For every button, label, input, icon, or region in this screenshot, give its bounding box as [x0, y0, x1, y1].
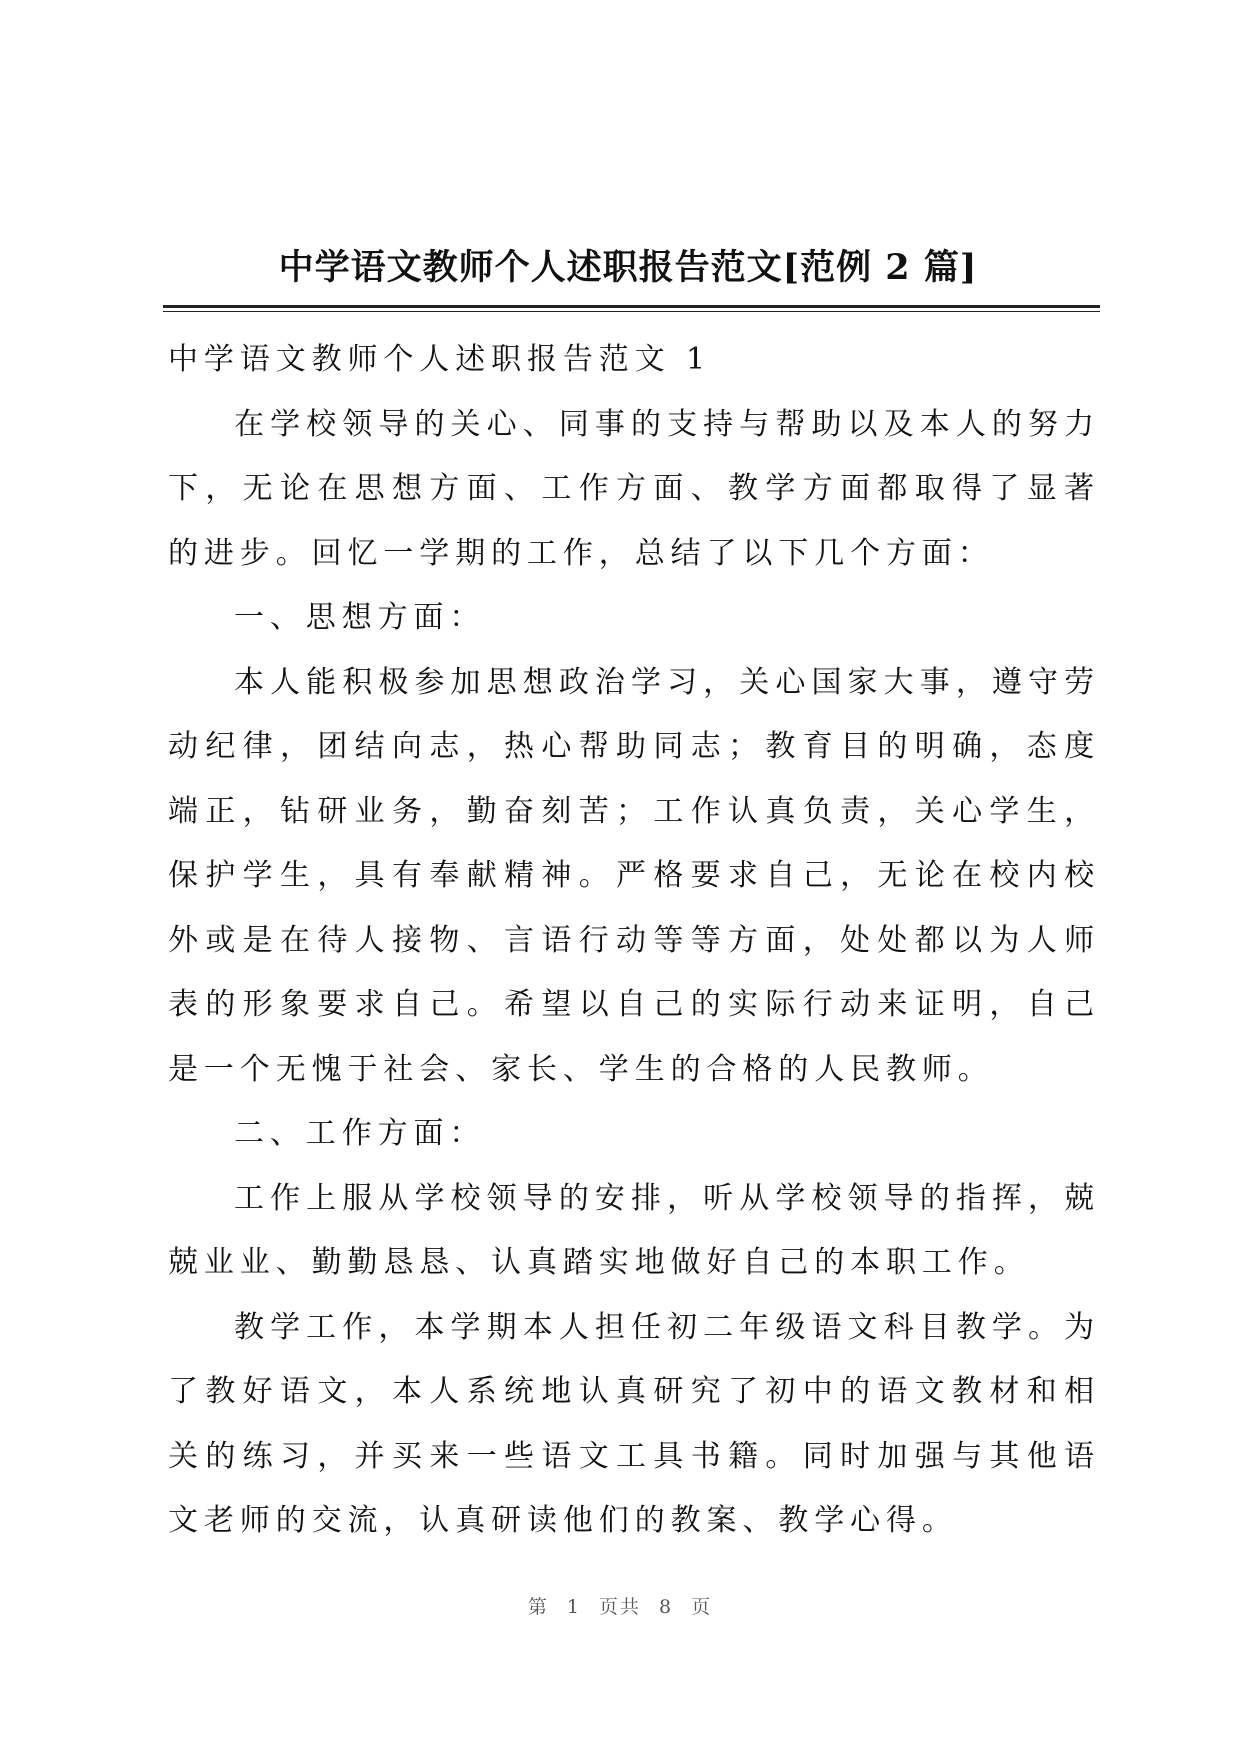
page-footer: 第 1 页共 8 页: [527, 1596, 713, 1618]
paragraph-teaching: 教学工作，本学期本人担任初二年级语文科目教学。为了教好语文，本人系统地认真研究了初中的语文教材和相关的练习，并买来一些语文工具书籍。同时加强与其他语文老师的交流，认真研读他们的教案、教学心得。: [168, 1309, 1100, 1538]
section-heading: 中学语文教师个人述职报告范文 1: [168, 342, 712, 377]
paragraph-work: 工作上服从学校领导的安排，听从学校领导的指挥，兢兢业业、勤勤恳恳、认真踏实地做好自己的本职工作。: [168, 1180, 1100, 1280]
document-title: 中学语文教师个人述职报告范文[范例 2 篇]: [278, 247, 978, 288]
paragraph-intro: 在学校领导的关心、同事的支持与帮助以及本人的努力下，无论在思想方面、工作方面、教学方面都取得了显著的进步。回忆一学期的工作，总结了以下几个方面：: [168, 406, 1100, 571]
title-rule-thick: [163, 305, 1100, 308]
paragraph-heading-work: 二、工作方面：: [234, 1116, 486, 1151]
paragraph-heading-thought: 一、思想方面：: [234, 600, 486, 635]
title-rule-thin: [163, 311, 1100, 312]
document-body: [168, 328, 1100, 1554]
paragraph-thought: 本人能积极参加思想政治学习，关心国家大事，遵守劳动纪律，团结向志，热心帮助同志；教育目的明确，态度端正，钻研业务，勤奋刻苦；工作认真负责，关心学生，保护学生，具有奉献精神。严格要求自己，无论在校内校外或是在待人接物、言语行动等等方面，处处都以为人师表的形象要求自己。希望以自己的实际行动来证明，自己是一个无愧于社会、家长、学生的合格的人民教师。: [168, 664, 1100, 1087]
